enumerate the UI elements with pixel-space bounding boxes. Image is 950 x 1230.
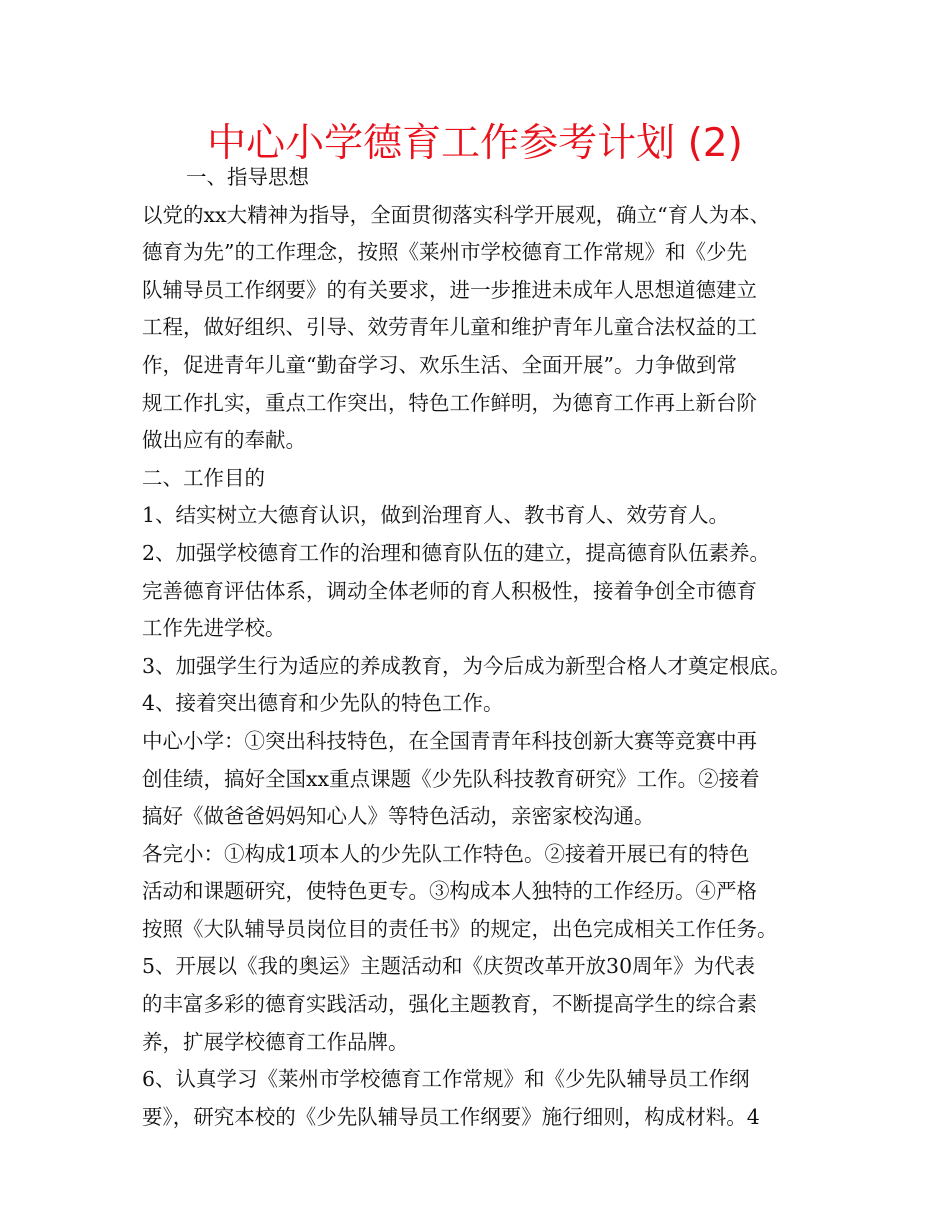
paragraph-line: 完善德育评估体系，调动全体老师的育人积极性，接着争创全市德育 — [142, 578, 757, 603]
document-body — [142, 159, 832, 1136]
paragraph-line: 各完小：①构成1项本人的少先队工作特色。②接着开展已有的特色 — [142, 841, 750, 866]
list-item-5: 5、开展以《我的奥运》主题活动和《庆贺改革开放30周年》为代表 — [142, 954, 756, 979]
paragraph-line: 创佳绩，搞好全国xx重点课题《少先队科技教育研究》工作。②接着 — [142, 766, 760, 791]
paragraph-line: 搞好《做爸爸妈妈知心人》等特色活动，亲密家校沟通。 — [142, 804, 655, 829]
paragraph-line: 作，促进青年儿童“勤奋学习、欢乐生活、全面开展”。力争做到常 — [142, 352, 737, 377]
paragraph-line: 中心小学：①突出科技特色，在全国青青年科技创新大赛等竞赛中再 — [142, 728, 757, 753]
paragraph-line: 队辅导员工作纲要》的有关要求，进一步推进未成年人思想道德建立 — [142, 277, 757, 302]
list-item-2: 2、加强学校德育工作的治理和德育队伍的建立，提高德育队伍素养。 — [142, 540, 771, 565]
paragraph-line: 规工作扎实，重点工作突出，特色工作鲜明，为德育工作再上新台阶 — [142, 390, 757, 415]
paragraph-line: 按照《大队辅导员岗位目的责任书》的规定，出色完成相关工作任务。 — [142, 916, 778, 941]
list-item-6: 6、认真学习《莱州市学校德育工作常规》和《少先队辅导员工作纲 — [142, 1067, 750, 1092]
paragraph-line: 要》，研究本校的《少先队辅导员工作纲要》施行细则，构成材料。4 — [142, 1104, 760, 1129]
section-heading-guiding-ideology: 一、指导思想 — [186, 165, 309, 189]
paragraph-line: 工程，做好组织、引导、效劳青年儿童和维护青年儿童合法权益的工 — [142, 315, 757, 340]
paragraph-line: 养，扩展学校德育工作品牌。 — [142, 1029, 409, 1054]
document-title: 中心小学德育工作参考计划 (2) — [207, 121, 743, 166]
list-item-1: 1、结实树立大德育认识，做到治理育人、教书育人、效劳育人。 — [142, 503, 730, 528]
paragraph-line: 德育为先”的工作理念，按照《莱州市学校德育工作常规》和《少先 — [142, 240, 747, 265]
list-item-3: 3、加强学生行为适应的养成教育，为今后成为新型合格人才奠定根底。 — [142, 653, 791, 678]
paragraph-line: 工作先进学校。 — [142, 616, 286, 641]
paragraph-line: 以党的xx大精神为指导，全面贯彻落实科学开展观，确立“育人为本、 — [142, 202, 771, 227]
paragraph-line: 活动和课题研究，使特色更专。③构成本人独特的工作经历。④严格 — [142, 879, 757, 904]
paragraph-line: 做出应有的奉献。 — [142, 428, 306, 453]
paragraph-line: 的丰富多彩的德育实践活动，强化主题教育，不断提高学生的综合素 — [142, 992, 757, 1017]
list-item-4: 4、接着突出德育和少先队的特色工作。 — [142, 691, 504, 716]
section-heading-work-goals: 二、工作目的 — [142, 465, 265, 490]
